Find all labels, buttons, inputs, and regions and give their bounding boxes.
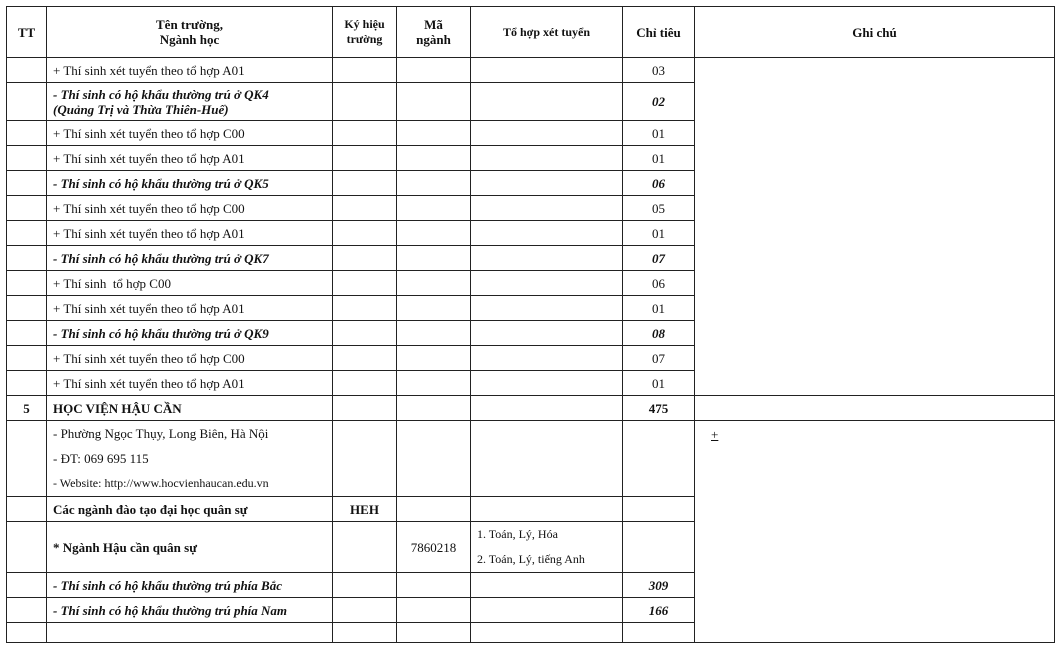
- row-name: - Thí sinh có hộ khẩu thường trú ở QK7: [47, 246, 333, 271]
- row-name: + Thí sinh xét tuyển theo tổ hợp A01: [47, 371, 333, 396]
- header-name: Tên trường, Ngành học: [47, 7, 333, 58]
- row-name: + Thí sinh xét tuyển theo tổ hợp A01: [47, 58, 333, 83]
- row-quota: 01: [623, 121, 695, 146]
- school-row: [7, 396, 1055, 421]
- header-school-code: Ký hiệu trường: [333, 7, 397, 58]
- school-number: 5: [7, 396, 47, 421]
- major-code: 7860218: [397, 522, 471, 573]
- south-label: - Thí sinh có hộ khẩu thường trú phía Nam: [47, 598, 333, 623]
- north-label: - Thí sinh có hộ khẩu thường trú phía Bắc: [47, 573, 333, 598]
- row-name: - Thí sinh có hộ khẩu thường trú ở QK9: [47, 321, 333, 346]
- row-quota: 07: [623, 346, 695, 371]
- row-name: + Thí sinh xét tuyển theo tổ hợp A01: [47, 221, 333, 246]
- row-name: + Thí sinh xét tuyển theo tổ hợp A01: [47, 146, 333, 171]
- school-quota: 475: [623, 396, 695, 421]
- header-combo: Tổ hợp xét tuyển: [471, 7, 623, 58]
- row-quota: 02: [623, 83, 695, 121]
- row-quota: 01: [623, 221, 695, 246]
- row-name: - Thí sinh có hộ khẩu thường trú ở QK5: [47, 171, 333, 196]
- row-quota: 07: [623, 246, 695, 271]
- school-code: HEH: [333, 497, 397, 522]
- combo-1: 1. Toán, Lý, Hóa: [477, 527, 558, 541]
- row-name: + Thí sinh xét tuyển theo tổ hợp A01: [47, 296, 333, 321]
- row-name: + Thí sinh xét tuyển theo tổ hợp C00: [47, 196, 333, 221]
- header-tt: TT: [7, 7, 47, 58]
- combo-2: 2. Toán, Lý, tiếng Anh: [477, 552, 585, 566]
- header-quota: Chỉ tiêu: [623, 7, 695, 58]
- school-address: - Phường Ngọc Thụy, Long Biên, Hà Nội: [53, 426, 269, 441]
- school-website: - Website: http://www.hocvienhaucan.edu.vn: [53, 476, 269, 490]
- header-major-code: Mã ngành: [397, 7, 471, 58]
- row-name: + Thí sinh xét tuyển theo tổ hợp C00: [47, 346, 333, 371]
- school-name: HỌC VIỆN HẬU CẦN: [47, 396, 333, 421]
- row-name: + Thí sinh xét tuyển theo tổ hợp C00: [47, 121, 333, 146]
- school-phone: - ĐT: 069 695 115: [53, 451, 149, 466]
- row-quota: 01: [623, 296, 695, 321]
- programs-label: Các ngành đào tạo đại học quân sự: [47, 497, 333, 522]
- south-quota: 166: [623, 598, 695, 623]
- major-combos: [471, 522, 623, 573]
- header-note: Ghi chú: [695, 7, 1055, 58]
- row-quota: 06: [623, 271, 695, 296]
- row-quota: 05: [623, 196, 695, 221]
- row-quota: 08: [623, 321, 695, 346]
- school-contact: [47, 421, 333, 497]
- north-quota: 309: [623, 573, 695, 598]
- admissions-table: [6, 6, 1055, 643]
- header-row: [7, 7, 1055, 58]
- row-quota: 01: [623, 371, 695, 396]
- note-cell: [695, 58, 1055, 396]
- major-name: * Ngành Hậu cần quân sự: [47, 522, 333, 573]
- row-quota: 01: [623, 146, 695, 171]
- row-quota: 03: [623, 58, 695, 83]
- row-name: - Thí sinh có hộ khẩu thường trú ở QK4 (Quảng Trị và Thừa Thiên-Huế): [47, 83, 333, 121]
- school-info-row: [7, 421, 1055, 497]
- row-name: + Thí sinh tổ hợp C00: [47, 271, 333, 296]
- table-row: [7, 58, 1055, 83]
- row-quota: 06: [623, 171, 695, 196]
- school-note: +: [695, 421, 1055, 643]
